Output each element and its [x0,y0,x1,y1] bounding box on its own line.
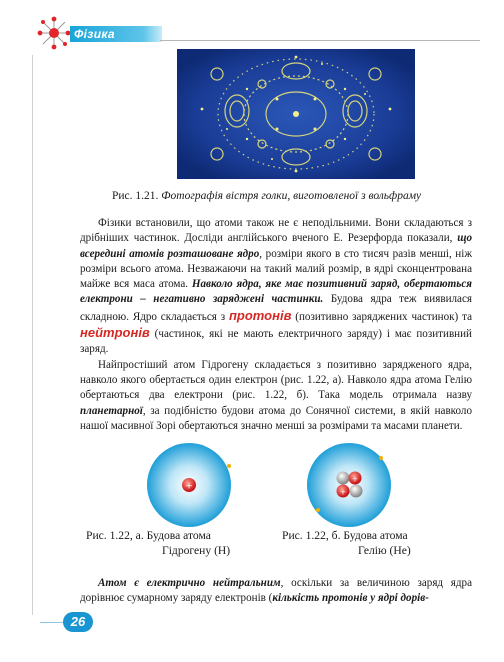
figure-1-22b-label: Рис. 1.22, б. [282,529,341,542]
bottom-text [80,576,472,607]
page-number: 26 [63,612,93,632]
margin-line [32,55,33,615]
figure-1-22a-line2: Гідрогену (Н) [162,544,231,557]
emphasis-run: Атом є електрично нейтральним [98,577,281,589]
figure-1-22b-caption [282,528,411,558]
text-run: Найпростіший атом Гідрогену складається з позитивно зарядженого ядра, навколо якого обертається один електрон (рис. 1.22, а). Навколо ядра атома Гелію обертаються два електрони (рис. 1.22, б). Така модель отримала назву [80,358,472,402]
text-run: Будова ядра теж виявилася складною. Ядро складається з [80,293,473,323]
text-run: , оскільки за величиною заряд ядра дорівнює сумарному заряду електронів ( [80,577,472,605]
figure-1-22a-label: Рис. 1.22, а. [86,529,144,542]
paragraph-2 [80,358,472,434]
figure-1-22a-line1: Будова атома [146,529,211,542]
text-run: , розміри якого в сто тисяч разів менші, ніж розміри всього атома. Незважаючи на такий малий розмір, в ядрі сконцентрована майже вся маса атома. [80,247,472,291]
helium-atom-illustration [300,442,398,528]
text-run: (частинок, які не мають електричного заряду) і має позитивний заряд. [80,328,472,356]
svg-text:+: + [351,474,359,484]
hydrogen-atom-illustration [140,442,238,528]
text-run: Фізики встановили, що атоми також не є неподільними. Вони складаються з дрібніших частинок. Досліди англійського вченого Е. Резерфорда показали, [80,217,472,245]
figure-1-22b-line1: Будова атома [343,529,408,542]
header-rule [160,40,480,41]
figure-1-21-text: Фотографія вістря голки, виготовленої з вольфраму [161,190,422,202]
svg-text:+: + [185,481,193,492]
main-text [80,216,472,434]
tungsten-needle-photo [177,49,415,179]
term-neutrons: нейтронів [80,325,150,341]
footer-rule [40,622,65,623]
figure-1-21-label: Рис. 1.21. [112,190,159,202]
subject-title: Фізика [74,27,115,41]
figure-1-21-caption [112,190,492,202]
paragraph-1 [80,216,472,358]
text-run: (позитивно заряджених частинок) та [291,310,472,323]
emphasis-run: кількість протонів у ядрі дорів- [272,592,429,605]
paragraph-3 [80,576,472,607]
term-protons: протонів [228,307,292,323]
emphasis-run: планетарної [80,404,143,417]
svg-text:+: + [339,487,347,497]
figure-1-22a-caption [86,528,230,558]
figure-1-22b-line2: Гелію (Не) [358,544,411,557]
emphasis-run: Навколо ядра, яке має позитивний заряд, обертаються електрони – негативно заряджені частинки. [80,278,472,306]
emphasis-run: що всередині атомів розташоване ядро [80,232,472,260]
atom-logo-icon [34,16,74,50]
text-run: , за подібністю будови атома до Сонячної системи, в якій навколо нашої масивної Зорі обертаються значно менші за розмірами та масами планети. [80,404,472,432]
